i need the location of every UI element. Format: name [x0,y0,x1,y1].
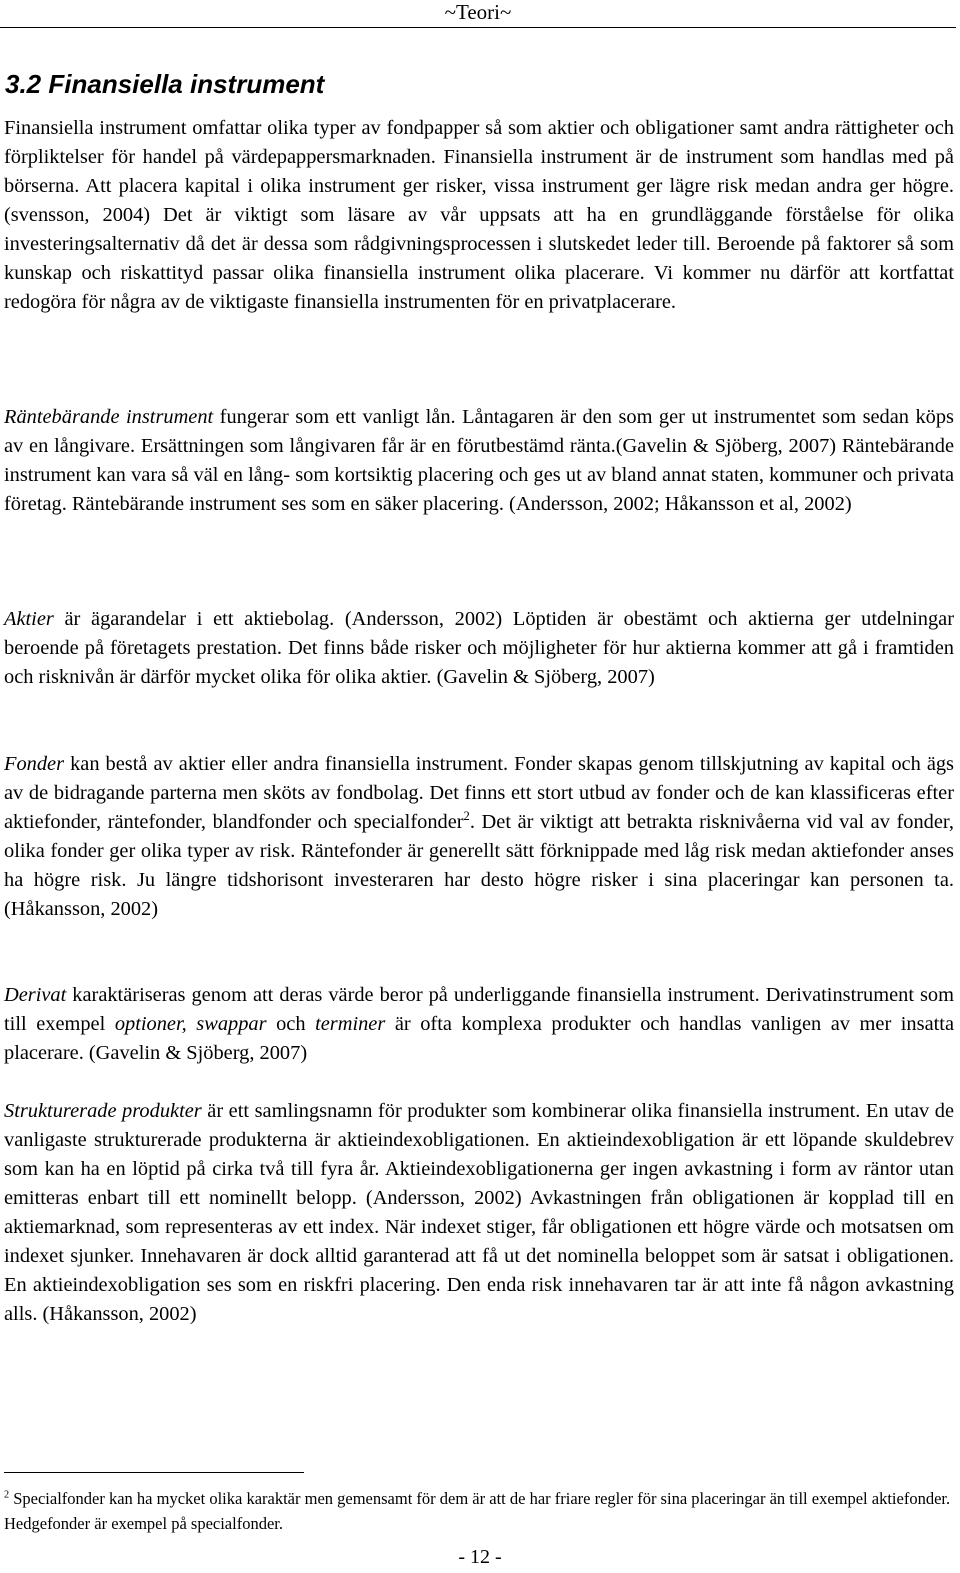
paragraph-text: är ett samlingsnamn för produkter som kombinerar olika finansiella instrument. En utav de vanligaste strukturerade produkterna är aktieindexobligationen. En aktieindexobligation är ett löpande skuldebrev som kan ha en löptid på cirka två till fyra år. Aktieindexobligationerna ger ingen avkastning i form av räntor utan emitteras enbart till ett nominellt belopp. (Andersson, 2002) Avkastningen från obligationen är kopplad till en aktiemarknad, som representeras av ett index. När indexet stiger, får obligationen ett högre värde och motsatsen om indexet sjunker. Innehavaren är dock alltid garanterad att få ut det nominella beloppet som är satsat i obligationen. En aktieindexobligation ses som en riskfri placering. Den enda risk innehavaren tar är att inte få någon avkastning alls. (Håkansson, 2002) [4,1100,955,1325]
paragraph-structured-products [4,1097,954,1329]
page-number: - 12 - [458,1546,502,1568]
paragraph-derivatives [4,981,954,1068]
term-funds: Fonder [4,753,65,775]
paragraph-text: och [266,1013,316,1035]
paragraph-funds [4,750,954,924]
footnote-reference: 2 [463,809,470,824]
footnote-number: 2 [4,1489,10,1501]
section-heading: 3.2 Finansiella instrument [5,69,325,99]
paragraph-text: fungerar som ett vanligt lån. Låntagaren är den som ger ut instrumentet som sedan köps av en långivare. Ersättningen som långivaren får är en förutbestämd ränta.(Gavelin & Sjöberg, 2007) Räntebärande instrument kan vara så väl en lång- som kortsiktig placering och ges ut av bland annat staten, kommuner och privata företag. Räntebärande instrument ses som en säker placering. (Andersson, 2002; Håkansson et al, 2002) [4,406,954,515]
term-structured-products: Strukturerade produkter [4,1100,202,1122]
paragraph-interest-bearing [4,403,954,519]
paragraph-text: . Det är viktigt att betrakta risknivåerna vid val av fonder, olika fonder ger olika typer av risk. Räntefonder är generellt sätt förknippade med låg risk medan aktiefonder anses ha högre risk. Ju längre tidshorisont investeraren har desto högre risker i sina placeringar kan personen ta. (Håkansson, 2002) [4,811,954,920]
term-interest-bearing: Räntebärande instrument [4,406,214,428]
paragraph-intro: Finansiella instrument omfattar olika typer av fondpapper så som aktier och obligationer samt andra rättigheter och förpliktelser för handel på värdepappersmarknaden. Finansiella instrument är de instrument som handlas med på börserna. Att placera kapital i olika instrument ger risker, vissa instrument ger lägre risk medan andra ger högre.(svensson, 2004) Det är viktigt som läsare av vår uppsats att ha en grundläggande förståelse för olika investeringsalternativ då det är dessa som rådgivningsprocessen i slutskedet leder till. Beroende på faktorer så som kunskap och riskattityd passar olika finansiella instrument olika placerare. Vi kommer nu därför att kortfattat redogöra för några av de viktigaste finansiella instrumenten för en privatplacerare. [4,117,954,313]
paragraph-text: är ägarandelar i ett aktiebolag. (Andersson, 2002) Löptiden är obestämt och aktierna ger utdelningar beroende på företagets prestation. Det finns både risker och möjligheter för hur aktierna kommer att gå i framtiden och risknivån är därför mycket olika för olika aktier. (Gavelin & Sjöberg, 2007) [4,608,954,688]
paragraph-text: karaktäriseras genom att deras värde beror på underliggande finansiella instrument. Derivatinstrument som till exempel [4,984,954,1035]
running-title: ~Teori~ [444,0,512,24]
term-derivatives: Derivat [4,984,67,1006]
term-stocks: Aktier [4,608,54,630]
footnote-text: Specialfonder kan ha mycket olika karaktär men gemensamt för dem är att de har friare regler för sina placeringar än till exempel aktiefonder. Hedgefonder är exempel på specialfonder. [4,1489,951,1533]
term-futures: terminer [315,1013,386,1035]
footnote-divider [4,1472,304,1473]
term-options-swaps: optioner, swappar [114,1013,267,1035]
paragraph-text: är ofta komplexa produkter och handlas vanligen av mer insatta placerare. (Gavelin & Sjöberg, 2007) [4,1013,954,1064]
running-header [0,0,956,28]
paragraph-stocks [4,605,954,692]
footnote [4,1486,954,1536]
paragraph-text: kan bestå av aktier eller andra finansiella instrument. Fonder skapas genom tillskjutning av kapital och ägs av de bidragande parterna men sköts av fondbolag. Det finns ett stort utbud av fonder och de kan klassificeras efter aktiefonder, räntefonder, blandfonder och specialfonder [4,753,954,833]
